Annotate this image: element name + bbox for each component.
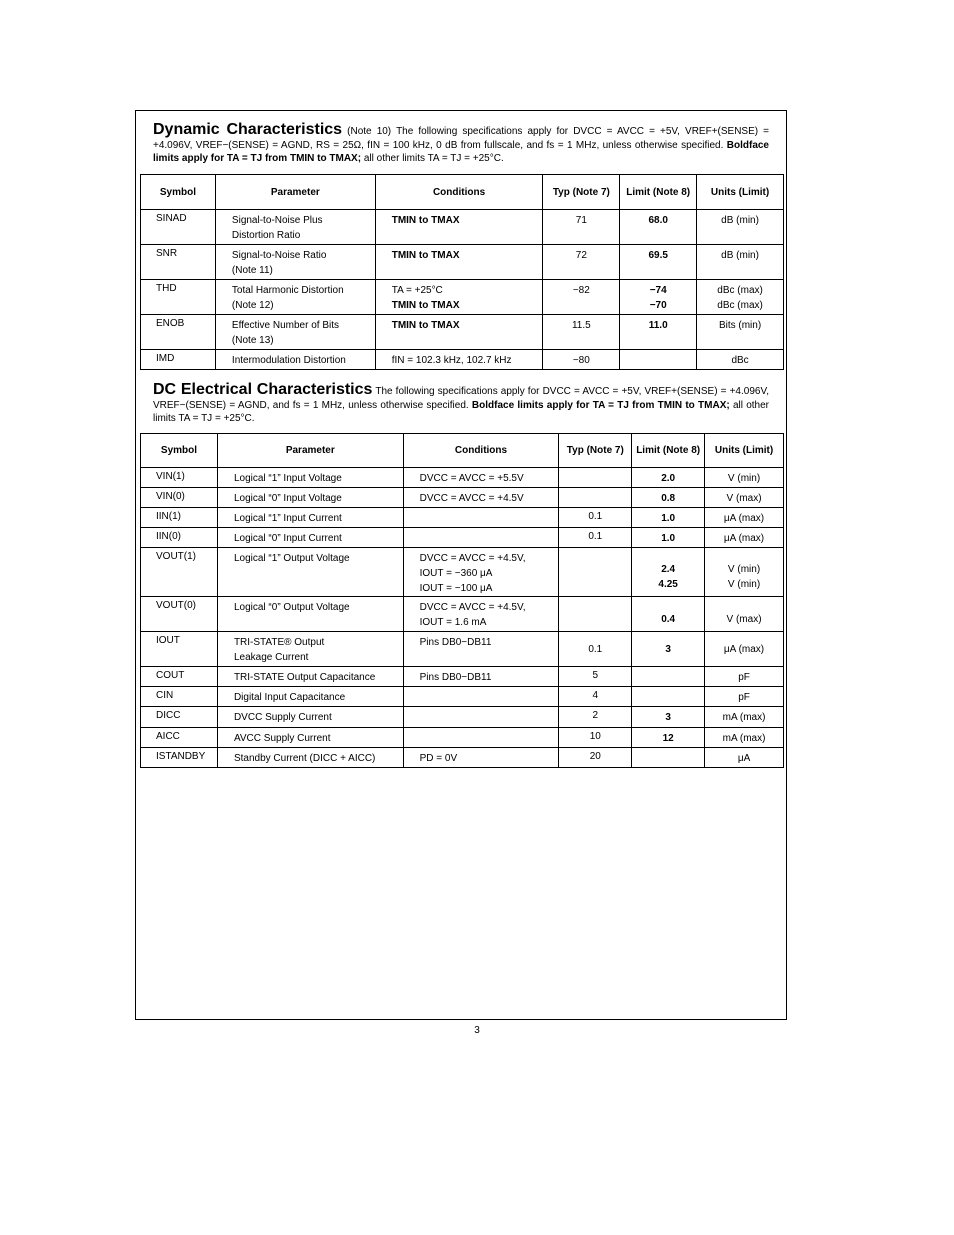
conditions-cell xyxy=(375,280,543,315)
dynamic-intro: The following specifications apply for DVCC = AVCC = +5V, VREF+(SENSE) = +4.096V, VREF−(SENSE) = AGND, RS = 25Ω, fIN = 100 kHz, 0 dB from fullscale, and fs = 1 MHz, unless otherwise specified. xyxy=(153,126,770,151)
header-typ: Typ (Note 7) xyxy=(559,434,632,468)
limit-cell xyxy=(632,548,705,597)
header-limit: Limit (Note 8) xyxy=(632,434,705,468)
units-cell xyxy=(705,728,784,748)
dynamic-bold-text: Boldface limits apply for TA = TJ from TMIN to TMAX; xyxy=(153,139,769,164)
cell-line: Signal-to-Noise Ratio xyxy=(231,250,327,261)
conditions-cell xyxy=(375,315,543,350)
cell-line: PD = 0V xyxy=(419,753,458,764)
limit-cell xyxy=(620,210,697,245)
parameter-cell xyxy=(215,280,375,315)
cell-line: 12 xyxy=(662,733,674,744)
cell-line: 68.0 xyxy=(648,215,668,226)
parameter-cell xyxy=(217,632,403,667)
header-conditions: Conditions xyxy=(375,175,543,210)
header-units: Units (Limit) xyxy=(697,175,784,210)
conditions-cell xyxy=(403,632,559,667)
dc-title: DC Electrical Characteristics xyxy=(153,381,373,398)
conditions-cell xyxy=(403,728,559,748)
cell-line: μA (max) xyxy=(723,513,765,524)
cell-line: mA (max) xyxy=(722,733,766,744)
parameter-cell xyxy=(217,488,403,508)
table-row xyxy=(141,667,784,687)
symbol-cell: COUT xyxy=(141,667,218,687)
symbol-cell: VOUT(1) xyxy=(141,548,218,597)
units-cell xyxy=(697,245,784,280)
cell-line: Distortion Ratio xyxy=(231,230,301,241)
limit-cell xyxy=(632,707,705,728)
cell-line: pF xyxy=(738,692,750,703)
conditions-cell xyxy=(403,687,559,707)
units-cell xyxy=(705,468,784,488)
parameter-cell xyxy=(217,597,403,632)
cell-line: Digital Input Capacitance xyxy=(233,692,346,703)
dc-tail: all other limits TA = TJ = +25°C. xyxy=(153,399,769,424)
cell-line: fIN = 102.3 kHz, 102.7 kHz xyxy=(391,355,512,366)
units-cell xyxy=(705,707,784,728)
header-units: Units (Limit) xyxy=(705,434,784,468)
symbol-cell: IIN(0) xyxy=(141,528,218,548)
table-row xyxy=(141,315,784,350)
limit-cell xyxy=(620,245,697,280)
units-cell xyxy=(705,667,784,687)
conditions-cell xyxy=(403,508,559,528)
dynamic-note: (Note 10) xyxy=(347,126,392,137)
parameter-cell xyxy=(215,350,375,370)
cell-line: −80 xyxy=(572,355,590,366)
units-cell xyxy=(697,315,784,350)
parameter-cell xyxy=(215,245,375,280)
parameter-cell xyxy=(217,687,403,707)
conditions-cell xyxy=(403,667,559,687)
symbol-cell: ISTANDBY xyxy=(141,748,218,768)
units-cell xyxy=(705,687,784,707)
typ-cell xyxy=(543,280,620,315)
conditions-cell xyxy=(375,350,543,370)
cell-line: 4.25 xyxy=(658,579,678,590)
table-row xyxy=(141,728,784,748)
parameter-cell xyxy=(217,728,403,748)
cell-line: 0.4 xyxy=(661,614,676,625)
cell-line: V (min) xyxy=(727,579,761,590)
conditions-cell xyxy=(403,548,559,597)
cell-line: Total Harmonic Distortion xyxy=(231,285,344,296)
cell-line: DVCC = AVCC = +4.5V, xyxy=(419,553,526,564)
dc-intro: The following specifications apply for DVCC = AVCC = +5V, VREF+(SENSE) = +4.096V, VREF−(SENSE) = AGND, and fs = 1 MHz, unless otherwise specified. xyxy=(153,386,769,411)
limit-cell xyxy=(632,748,705,768)
limit-cell xyxy=(632,508,705,528)
limit-cell xyxy=(620,280,697,315)
table-row xyxy=(141,597,784,632)
cell-line: 3 xyxy=(665,712,671,723)
table-row xyxy=(141,748,784,768)
symbol-cell: AICC xyxy=(141,728,218,748)
cell-line: 11.0 xyxy=(648,320,668,331)
table-row xyxy=(141,632,784,667)
cell-line: IOUT = 1.6 mA xyxy=(419,617,487,628)
symbol-cell: ENOB xyxy=(141,315,216,350)
cell-line: Effective Number of Bits xyxy=(231,320,340,331)
units-cell xyxy=(697,210,784,245)
conditions-cell xyxy=(403,528,559,548)
cell-line: 1.0 xyxy=(661,513,676,524)
cell-line: IOUT = −100 μA xyxy=(419,583,493,594)
table-row xyxy=(141,528,784,548)
header-parameter: Parameter xyxy=(217,434,403,468)
page-number: 3 xyxy=(474,1025,480,1036)
cell-line: Logical “1” Input Voltage xyxy=(233,473,342,484)
cell-line: V (max) xyxy=(726,614,762,625)
cell-line: mA (max) xyxy=(722,712,766,723)
typ-cell: 0.1 xyxy=(559,632,632,667)
cell-line: Signal-to-Noise Plus xyxy=(231,215,323,226)
limit-cell xyxy=(632,687,705,707)
dynamic-title: Dynamic Characteristics xyxy=(153,121,343,138)
symbol-cell: CIN xyxy=(141,687,218,707)
cell-line: 0.8 xyxy=(661,493,676,504)
cell-line: dBc (max) xyxy=(717,300,763,311)
table-row xyxy=(141,468,784,488)
cell-line: TRI-STATE Output Capacitance xyxy=(233,672,376,683)
table-row xyxy=(141,548,784,597)
cell-line: Bits (min) xyxy=(718,320,762,331)
symbol-cell: VOUT(0) xyxy=(141,597,218,632)
dc-table xyxy=(140,433,784,768)
cell-line: DVCC = AVCC = +4.5V, xyxy=(419,602,526,613)
conditions-cell xyxy=(375,245,543,280)
table-row xyxy=(141,210,784,245)
symbol-cell: IOUT xyxy=(141,632,218,667)
dynamic-section-intro xyxy=(153,123,769,166)
cell-line: (Note 13) xyxy=(231,335,274,346)
cell-line: TMIN to TMAX xyxy=(391,320,460,331)
table-row xyxy=(141,687,784,707)
cell-line: dBc xyxy=(731,355,749,366)
cell-line: DVCC = AVCC = +4.5V xyxy=(419,493,524,504)
header-parameter: Parameter xyxy=(215,175,375,210)
cell-line: Leakage Current xyxy=(233,652,309,663)
cell-line: DVCC = AVCC = +5.5V xyxy=(419,473,524,484)
symbol-cell: IMD xyxy=(141,350,216,370)
symbol-cell: SNR xyxy=(141,245,216,280)
cell-line: 2.0 xyxy=(661,473,676,484)
cell-line: (Note 12) xyxy=(231,300,274,311)
typ-cell: 5 xyxy=(559,667,632,687)
cell-line: −82 xyxy=(572,285,590,296)
typ-cell xyxy=(559,468,632,488)
parameter-cell xyxy=(215,210,375,245)
cell-line: Pins DB0−DB11 xyxy=(419,672,492,683)
cell-line: 71 xyxy=(575,215,587,226)
parameter-cell xyxy=(215,315,375,350)
cell-line: TMIN to TMAX xyxy=(391,250,460,261)
cell-line: V (min) xyxy=(727,564,761,575)
cell-line: 11.5 xyxy=(571,320,591,331)
cell-line: 1.0 xyxy=(661,533,676,544)
cell-line: μA xyxy=(737,753,751,764)
dynamic-table xyxy=(140,174,784,370)
parameter-cell xyxy=(217,707,403,728)
limit-cell xyxy=(632,597,705,632)
cell-line: Pins DB0−DB11 xyxy=(419,637,492,648)
cell-line: −74 xyxy=(649,285,667,296)
limit-cell xyxy=(632,528,705,548)
cell-line: V (min) xyxy=(727,473,761,484)
typ-cell: 4 xyxy=(559,687,632,707)
cell-line: Logical “1” Output Voltage xyxy=(233,553,350,564)
header-conditions: Conditions xyxy=(403,434,559,468)
parameter-cell xyxy=(217,548,403,597)
cell-line: TMIN to TMAX xyxy=(391,300,460,311)
cell-line: 2.4 xyxy=(661,564,676,575)
cell-line: IOUT = −360 μA xyxy=(419,568,493,579)
conditions-cell xyxy=(403,488,559,508)
conditions-cell xyxy=(403,468,559,488)
symbol-cell: VIN(1) xyxy=(141,468,218,488)
typ-cell: 0.1 xyxy=(559,508,632,528)
cell-line: −70 xyxy=(649,300,667,311)
symbol-cell: IIN(1) xyxy=(141,508,218,528)
parameter-cell xyxy=(217,667,403,687)
symbol-cell: SINAD xyxy=(141,210,216,245)
cell-line: DVCC Supply Current xyxy=(233,712,332,723)
cell-line: dBc (max) xyxy=(717,285,763,296)
parameter-cell xyxy=(217,748,403,768)
units-cell xyxy=(697,350,784,370)
cell-line: (Note 11) xyxy=(231,265,273,276)
typ-cell: 20 xyxy=(559,748,632,768)
cell-line: TRI-STATE® Output xyxy=(233,637,325,648)
cell-line: Logical “0” Input Voltage xyxy=(233,493,342,504)
typ-cell xyxy=(559,597,632,632)
cell-line: dB (min) xyxy=(721,215,759,226)
units-cell xyxy=(705,597,784,632)
limit-cell xyxy=(632,728,705,748)
symbol-cell: DICC xyxy=(141,707,218,728)
cell-line: AVCC Supply Current xyxy=(233,733,331,744)
units-cell xyxy=(705,548,784,597)
typ-cell: 0.1 xyxy=(559,528,632,548)
conditions-cell xyxy=(375,210,543,245)
dc-bold-text: Boldface limits apply for TA = TJ from TMIN to TMAX; xyxy=(471,399,730,411)
limit-cell xyxy=(632,632,705,667)
limit-cell xyxy=(620,315,697,350)
typ-cell xyxy=(543,350,620,370)
cell-line: Logical “0” Input Current xyxy=(233,533,342,544)
units-cell xyxy=(705,632,784,667)
table-row xyxy=(141,508,784,528)
limit-cell xyxy=(632,667,705,687)
dc-section-intro xyxy=(153,383,769,426)
parameter-cell xyxy=(217,528,403,548)
cell-line: 69.5 xyxy=(648,250,668,261)
units-cell xyxy=(705,508,784,528)
units-cell xyxy=(697,280,784,315)
limit-cell xyxy=(632,488,705,508)
symbol-cell: THD xyxy=(141,280,216,315)
table-row xyxy=(141,280,784,315)
cell-line: μA (max) xyxy=(723,643,765,655)
table-row xyxy=(141,488,784,508)
cell-line: V (max) xyxy=(726,493,762,504)
typ-cell xyxy=(543,245,620,280)
units-cell xyxy=(705,488,784,508)
header-typ: Typ (Note 7) xyxy=(543,175,620,210)
conditions-cell xyxy=(403,707,559,728)
cell-line: 72 xyxy=(575,250,587,261)
conditions-cell xyxy=(403,597,559,632)
cell-line: dB (min) xyxy=(721,250,759,261)
header-symbol: Symbol xyxy=(141,434,218,468)
dynamic-tail: all other limits TA = TJ = +25°C. xyxy=(363,153,504,164)
conditions-cell xyxy=(403,748,559,768)
cell-line: Logical “0” Output Voltage xyxy=(233,602,350,613)
cell-line: TA = +25°C xyxy=(391,285,443,296)
cell-line: pF xyxy=(738,672,750,683)
typ-cell xyxy=(559,548,632,597)
typ-cell: 2 xyxy=(559,707,632,728)
cell-line: Intermodulation Distortion xyxy=(231,355,346,366)
typ-cell: 10 xyxy=(559,728,632,748)
typ-cell xyxy=(559,488,632,508)
parameter-cell xyxy=(217,508,403,528)
symbol-cell: VIN(0) xyxy=(141,488,218,508)
cell-line: 3 xyxy=(665,643,671,655)
cell-line: Logical “1” Input Current xyxy=(233,513,342,524)
limit-cell xyxy=(620,350,697,370)
cell-line: Standby Current (DICC + AICC) xyxy=(233,753,376,764)
table-row xyxy=(141,707,784,728)
typ-cell xyxy=(543,210,620,245)
units-cell xyxy=(705,528,784,548)
table-row xyxy=(141,245,784,280)
cell-line: TMIN to TMAX xyxy=(391,215,460,226)
units-cell xyxy=(705,748,784,768)
limit-cell xyxy=(632,468,705,488)
table-row xyxy=(141,350,784,370)
header-limit: Limit (Note 8) xyxy=(620,175,697,210)
cell-line: μA (max) xyxy=(723,533,765,544)
header-symbol: Symbol xyxy=(141,175,216,210)
parameter-cell xyxy=(217,468,403,488)
typ-cell xyxy=(543,315,620,350)
